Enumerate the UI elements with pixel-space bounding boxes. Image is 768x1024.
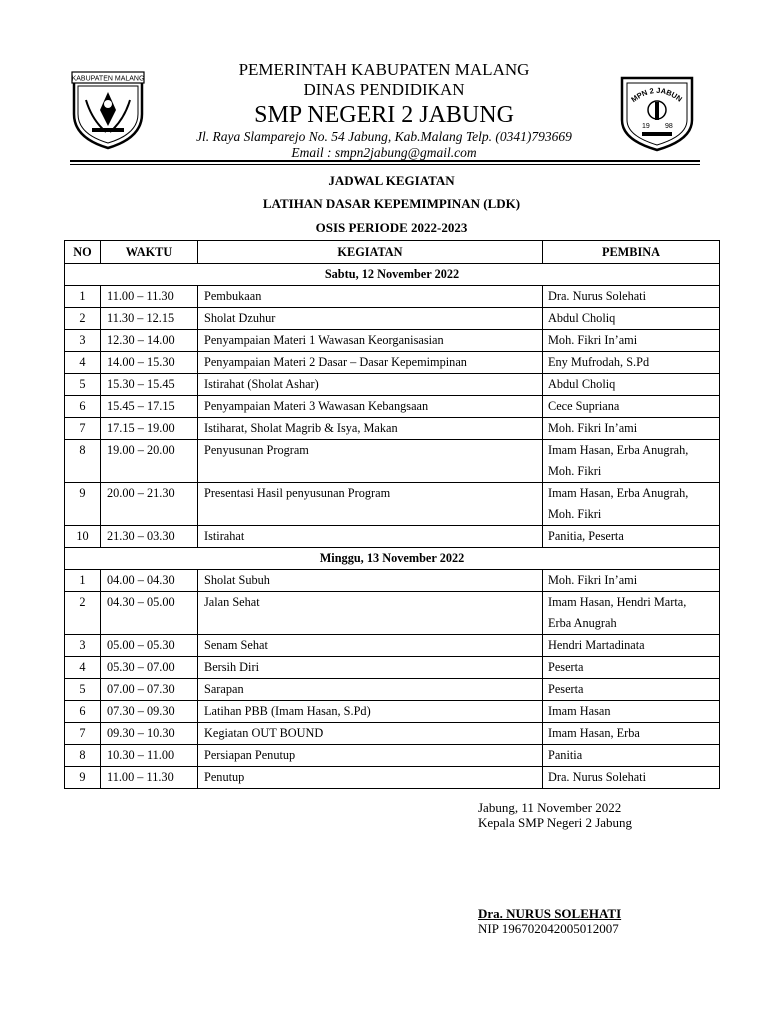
cell-waktu: 07.30 – 09.30 bbox=[101, 701, 198, 723]
cell-kegiatan: Jalan Sehat bbox=[198, 592, 543, 635]
signature-name: Dra. NURUS SOLEHATI bbox=[478, 906, 622, 921]
cell-waktu: 15.30 – 15.45 bbox=[101, 374, 198, 396]
cell-pembina-line2: Moh. Fikri bbox=[548, 507, 602, 521]
cell-pembina-line1: Imam Hasan, Erba Anugrah, bbox=[548, 443, 689, 457]
table-row bbox=[65, 286, 720, 308]
table-row bbox=[65, 767, 720, 789]
cell-kegiatan: Sarapan bbox=[198, 679, 543, 701]
cell-waktu: 20.00 – 21.30 bbox=[101, 483, 198, 526]
cell-kegiatan: Penyampaian Materi 1 Wawasan Keorganisasian bbox=[198, 330, 543, 352]
letterhead bbox=[150, 60, 618, 161]
table-row bbox=[65, 745, 720, 767]
cell-kegiatan: Penyampaian Materi 3 Wawasan Kebangsaan bbox=[198, 396, 543, 418]
cell-kegiatan: Sholat Dzuhur bbox=[198, 308, 543, 330]
cell-pembina-line2: Erba Anugrah bbox=[548, 616, 617, 630]
kabupaten-malang-logo bbox=[70, 70, 146, 150]
table-row bbox=[65, 330, 720, 352]
table-row bbox=[65, 592, 720, 635]
table-row bbox=[65, 679, 720, 701]
cell-no: 3 bbox=[65, 635, 101, 657]
cell-waktu: 05.30 – 07.00 bbox=[101, 657, 198, 679]
day-row bbox=[65, 264, 720, 286]
cell-waktu: 11.30 – 12.15 bbox=[101, 308, 198, 330]
cell-waktu: 14.00 – 15.30 bbox=[101, 352, 198, 374]
cell-kegiatan: Presentasi Hasil penyusunan Program bbox=[198, 483, 543, 526]
cell-kegiatan: Latihan PBB (Imam Hasan, S.Pd) bbox=[198, 701, 543, 723]
cell-no: 7 bbox=[65, 723, 101, 745]
cell-waktu: 19.00 – 20.00 bbox=[101, 440, 198, 483]
cell-kegiatan: Senam Sehat bbox=[198, 635, 543, 657]
cell-pembina: Moh. Fikri In’ami bbox=[543, 570, 720, 592]
cell-no: 1 bbox=[65, 286, 101, 308]
cell-kegiatan: Pembukaan bbox=[198, 286, 543, 308]
day-label: Sabtu, 12 November 2022 bbox=[65, 264, 720, 286]
table-row bbox=[65, 570, 720, 592]
cell-kegiatan: Kegiatan OUT BOUND bbox=[198, 723, 543, 745]
table-row bbox=[65, 701, 720, 723]
cell-pembina: Panitia, Peserta bbox=[543, 526, 720, 548]
document-period: OSIS PERIODE 2022-2023 bbox=[315, 220, 468, 235]
signature-place-date: Jabung, 11 November 2022 bbox=[478, 800, 622, 815]
header-waktu: WAKTU bbox=[101, 241, 198, 264]
cell-pembina-line1: Imam Hasan, Erba Anugrah, bbox=[548, 486, 689, 500]
cell-pembina: Eny Mufrodah, S.Pd bbox=[543, 352, 720, 374]
cell-waktu: 05.00 – 05.30 bbox=[101, 635, 198, 657]
letterhead-divider-thin bbox=[70, 164, 700, 165]
cell-pembina: Imam Hasan, Erba bbox=[543, 723, 720, 745]
cell-no: 3 bbox=[65, 330, 101, 352]
cell-waktu: 15.45 – 17.15 bbox=[101, 396, 198, 418]
document-subtitle: LATIHAN DASAR KEPEMIMPINAN (LDK) bbox=[262, 196, 521, 211]
document-title: JADWAL KEGIATAN bbox=[328, 173, 455, 188]
letterhead-divider-thick bbox=[70, 160, 700, 162]
government-line: PEMERINTAH KABUPATEN MALANG bbox=[238, 60, 530, 79]
cell-pembina: Abdul Choliq bbox=[543, 308, 720, 330]
cell-pembina: Dra. Nurus Solehati bbox=[543, 286, 720, 308]
cell-kegiatan: Istiharat, Sholat Magrib & Isya, Makan bbox=[198, 418, 543, 440]
cell-waktu: 11.00 – 11.30 bbox=[101, 286, 198, 308]
cell-pembina: Dra. Nurus Solehati bbox=[543, 767, 720, 789]
cell-no: 4 bbox=[65, 352, 101, 374]
cell-no: 6 bbox=[65, 701, 101, 723]
cell-pembina: Peserta bbox=[543, 679, 720, 701]
cell-pembina-line1: Imam Hasan, Hendri Marta, bbox=[548, 595, 687, 609]
logo-arc-text: MPN 2 JABUN bbox=[629, 85, 684, 105]
school-email: Email : smpn2jabung@gmail.com bbox=[291, 145, 477, 160]
signature-position: Kepala SMP Negeri 2 Jabung bbox=[478, 815, 633, 830]
header-no: NO bbox=[65, 241, 101, 264]
cell-waktu: 10.30 – 11.00 bbox=[101, 745, 198, 767]
logo-banner-text: KABUPATEN MALANG bbox=[71, 75, 145, 83]
day-row bbox=[65, 548, 720, 570]
cell-pembina: Moh. Fikri In’ami bbox=[543, 330, 720, 352]
cell-pembina: Cece Supriana bbox=[543, 396, 720, 418]
cell-kegiatan: Persiapan Penutup bbox=[198, 745, 543, 767]
table-row bbox=[65, 635, 720, 657]
logo-year-right: 98 bbox=[665, 123, 673, 130]
cell-pembina: Moh. Fikri In’ami bbox=[543, 418, 720, 440]
cell-no: 2 bbox=[65, 592, 101, 635]
cell-no: 5 bbox=[65, 374, 101, 396]
cell-kegiatan: Penutup bbox=[198, 767, 543, 789]
cell-no: 2 bbox=[65, 308, 101, 330]
logo-year-left: 19 bbox=[642, 123, 650, 130]
table-row bbox=[65, 308, 720, 330]
cell-pembina: Imam Hasan bbox=[543, 701, 720, 723]
department-line: DINAS PENDIDIKAN bbox=[303, 80, 465, 99]
signature-nip: NIP 196702042005012007 bbox=[478, 921, 619, 936]
cell-pembina: Hendri Martadinata bbox=[543, 635, 720, 657]
cell-pembina: Panitia bbox=[543, 745, 720, 767]
cell-no: 1 bbox=[65, 570, 101, 592]
table-row bbox=[65, 352, 720, 374]
cell-no: 4 bbox=[65, 657, 101, 679]
table-row bbox=[65, 374, 720, 396]
table-row bbox=[65, 396, 720, 418]
cell-no: 9 bbox=[65, 483, 101, 526]
cell-pembina: Peserta bbox=[543, 657, 720, 679]
cell-kegiatan: Istirahat (Sholat Ashar) bbox=[198, 374, 543, 396]
cell-kegiatan: Bersih Diri bbox=[198, 657, 543, 679]
cell-no: 5 bbox=[65, 679, 101, 701]
cell-pembina bbox=[543, 592, 720, 635]
day-label: Minggu, 13 November 2022 bbox=[65, 548, 720, 570]
table-header-row bbox=[65, 241, 720, 264]
cell-no: 8 bbox=[65, 440, 101, 483]
header-pembina: PEMBINA bbox=[543, 241, 720, 264]
cell-no: 10 bbox=[65, 526, 101, 548]
cell-waktu: 04.00 – 04.30 bbox=[101, 570, 198, 592]
school-address: Jl. Raya Slamparejo No. 54 Jabung, Kab.Malang Telp. (0341)793669 bbox=[196, 129, 572, 144]
cell-pembina bbox=[543, 440, 720, 483]
schedule-body bbox=[65, 264, 720, 789]
cell-waktu: 21.30 – 03.30 bbox=[101, 526, 198, 548]
table-row bbox=[65, 483, 720, 526]
header-kegiatan: KEGIATAN bbox=[198, 241, 543, 264]
cell-waktu: 12.30 – 14.00 bbox=[101, 330, 198, 352]
cell-kegiatan: Istirahat bbox=[198, 526, 543, 548]
cell-waktu: 04.30 – 05.00 bbox=[101, 592, 198, 635]
cell-pembina-line2: Moh. Fikri bbox=[548, 464, 602, 478]
cell-waktu: 09.30 – 10.30 bbox=[101, 723, 198, 745]
cell-kegiatan: Penyampaian Materi 2 Dasar – Dasar Kepemimpinan bbox=[198, 352, 543, 374]
table-row bbox=[65, 440, 720, 483]
cell-kegiatan: Penyusunan Program bbox=[198, 440, 543, 483]
table-row bbox=[65, 723, 720, 745]
cell-waktu: 07.00 – 07.30 bbox=[101, 679, 198, 701]
schedule-table bbox=[64, 240, 720, 789]
cell-no: 7 bbox=[65, 418, 101, 440]
table-row bbox=[65, 526, 720, 548]
cell-pembina: Abdul Choliq bbox=[543, 374, 720, 396]
cell-no: 8 bbox=[65, 745, 101, 767]
cell-waktu: 17.15 – 19.00 bbox=[101, 418, 198, 440]
cell-pembina bbox=[543, 483, 720, 526]
school-name: SMP NEGERI 2 JABUNG bbox=[254, 102, 514, 128]
table-row bbox=[65, 657, 720, 679]
smpn2-jabung-logo bbox=[612, 70, 702, 152]
table-row bbox=[65, 418, 720, 440]
cell-kegiatan: Sholat Subuh bbox=[198, 570, 543, 592]
cell-waktu: 11.00 – 11.30 bbox=[101, 767, 198, 789]
cell-no: 9 bbox=[65, 767, 101, 789]
cell-no: 6 bbox=[65, 396, 101, 418]
